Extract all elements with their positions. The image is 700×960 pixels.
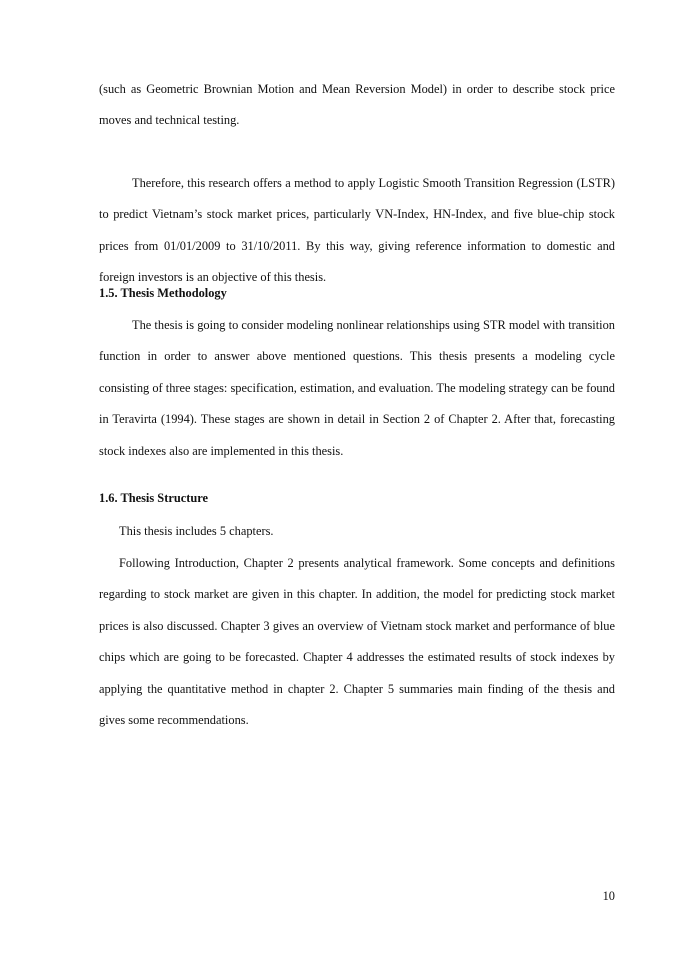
section-heading-methodology: 1.5. Thesis Methodology	[99, 286, 227, 300]
paragraph-research-objective: Therefore, this research offers a method to apply Logistic Smooth Transition Regression (LSTR) to predict Vietnam’s stock market prices, particularly VN-Index, HN-Index, and five blue-chip stock prices from 01/01/2009 to 31/10/2011. By this way, giving reference information to domestic and foreign investors is an objective of this thesis.	[99, 176, 615, 285]
paragraph-model-description: (such as Geometric Brownian Motion and Mean Reversion Model) in order to describe stock price moves and technical testing.	[99, 82, 615, 128]
paragraph-methodology: The thesis is going to consider modeling nonlinear relationships using STR model with transition function in order to answer above mentioned questions. This thesis presents a modeling cycle consisting of three stages: specification, estimation, and evaluation. The modeling strategy can be found in Teravirta (1994). These stages are shown in detail in Section 2 of Chapter 2. After that, forecasting stock indexes also are implemented in this thesis.	[99, 318, 615, 458]
paragraph-chapter-count: This thesis includes 5 chapters.	[119, 524, 274, 538]
section-heading-structure: 1.6. Thesis Structure	[99, 491, 208, 505]
page-number: 10	[602, 889, 615, 903]
paragraph-chapter-overview: Following Introduction, Chapter 2 presents analytical framework. Some concepts and definitions regarding to stock market are given in this chapter. In addition, the model for predicting stock market prices is also discussed. Chapter 3 gives an overview of Vietnam stock market and performance of blue chips which are going to be forecasted. Chapter 4 addresses the estimated results of stock indexes by applying the quantitative method in chapter 2. Chapter 5 summaries main finding of the thesis and gives some recommendations.	[99, 556, 615, 728]
